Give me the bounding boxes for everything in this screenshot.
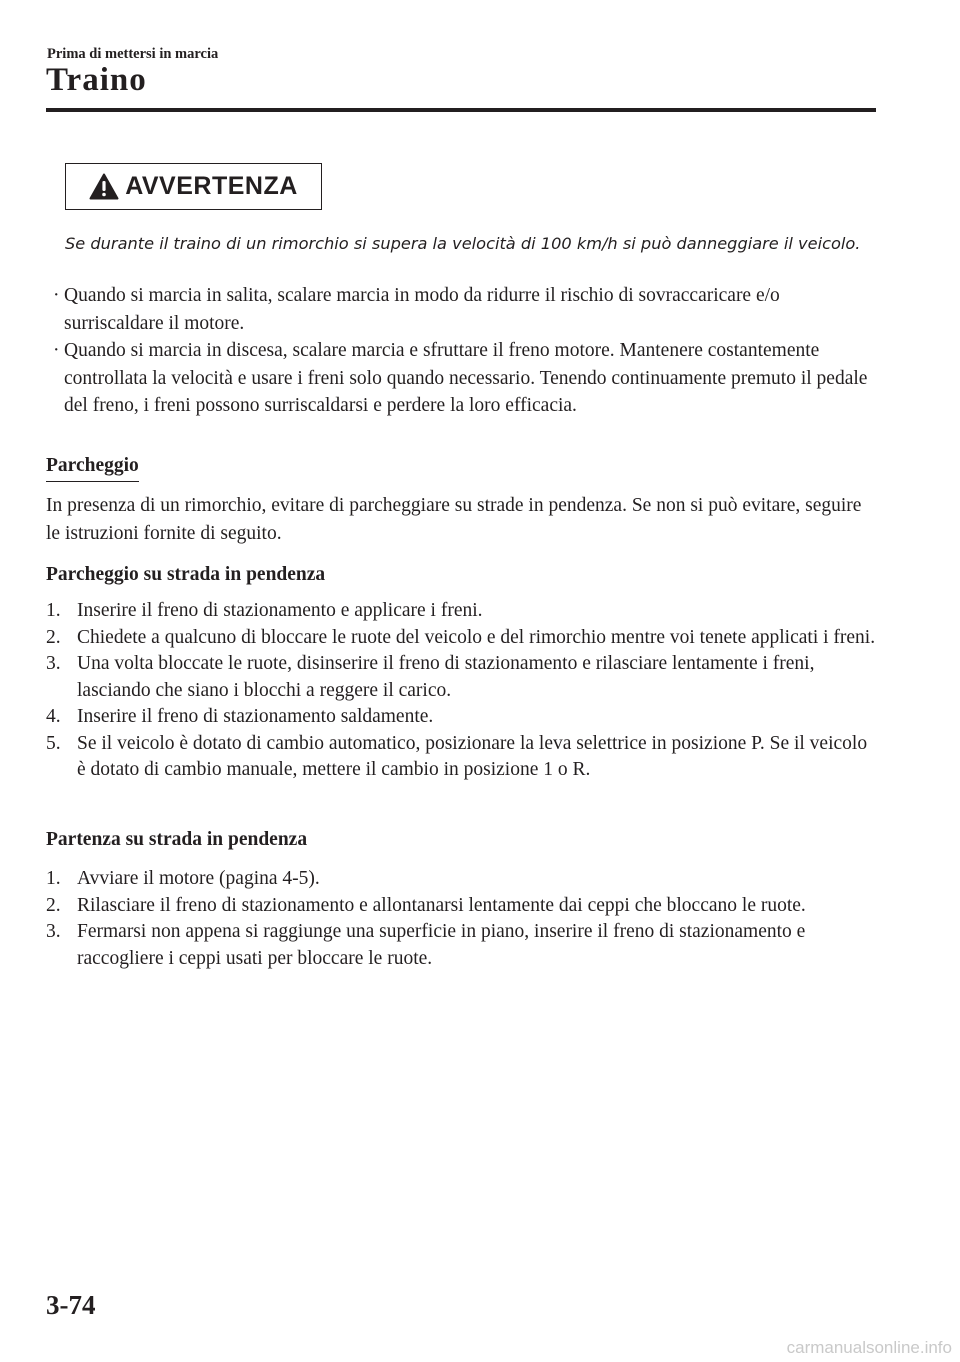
step-text: Una volta bloccate le ruote, disinserire il freno di stazionamento e rilasciare lentamente i freni, lasciando che siano i blocchi a reggere il carico. [77, 653, 815, 701]
title-divider [46, 108, 876, 112]
list-item [47, 282, 877, 337]
slope-parking-steps [46, 598, 876, 784]
slope-start-steps [46, 866, 876, 972]
warning-lead-text: Se durante il traino di un rimorchio si supera la velocità di 100 km/h si può danneggiare il veicolo. [65, 234, 861, 253]
step-number: 1. [46, 868, 61, 889]
warning-label: AVVERTENZA [125, 172, 298, 200]
section-label: Prima di mettersi in marcia [47, 46, 219, 62]
parking-intro: In presenza di un rimorchio, evitare di parcheggiare su strade in pendenza. Se non si può evitare, seguire le istruzioni fornite di seguito. [46, 495, 862, 544]
step-number: 2. [46, 894, 61, 916]
bullet-text: Quando si marcia in salita, scalare marcia in modo da ridurre il rischio di sovraccaricare e/o surriscaldare il motore. [64, 285, 780, 334]
step-number: 3. [46, 921, 61, 942]
list-item [46, 731, 876, 784]
bullet-dot-icon: · [53, 340, 60, 361]
step-text: Chiedete a qualcuno di bloccare le ruote del veicolo e del rimorchio mentre voi tenete applicati i freni. [77, 626, 876, 648]
step-number: 5. [46, 732, 61, 754]
step-text: Avviare il motore (pagina 4-5). [77, 868, 320, 889]
bullet-dot-icon: · [53, 285, 60, 306]
step-number: 4. [46, 706, 61, 727]
page-number: 3-74 [46, 1290, 96, 1320]
step-text: Rilasciare il freno di stazionamento e allontanarsi lentamente dai ceppi che bloccano le ruote. [77, 894, 806, 916]
slope-parking-heading: Parcheggio su strada in pendenza [46, 564, 326, 585]
step-text: Inserire il freno di stazionamento e applicare i freni. [77, 600, 483, 621]
step-text: Fermarsi non appena si raggiunge una superficie in piano, inserire il freno di stazionamento e raccogliere i ceppi usati per bloccare le ruote. [77, 921, 806, 969]
list-item [46, 704, 876, 731]
list-item [46, 598, 876, 625]
page-title: Traino [46, 62, 147, 98]
step-text: Se il veicolo è dotato di cambio automatico, posizionare la leva selettrice in posizione P. Se il veicolo è dotato di cambio manuale, mettere il cambio in posizione 1 o R. [77, 732, 868, 780]
warning-triangle-icon [89, 173, 119, 200]
list-item [46, 651, 876, 704]
list-item [46, 866, 876, 893]
list-item [46, 893, 876, 920]
list-item [47, 337, 877, 420]
list-item [46, 625, 876, 652]
warning-box [65, 163, 322, 210]
step-number: 2. [46, 626, 61, 648]
warning-bullet-list [47, 282, 877, 420]
step-number: 1. [46, 600, 61, 621]
step-number: 3. [46, 653, 61, 674]
slope-start-heading: Partenza su strada in pendenza [46, 829, 308, 850]
watermark: carmanualsonline.info [786, 1338, 952, 1357]
bullet-text: Quando si marcia in discesa, scalare marcia e sfruttare il freno motore. Mantenere costantemente controllata la velocità e usare i freni solo quando necessario. Tenendo continuamente premuto il pedale del freno, i freni possono surriscaldarsi e perdere la loro efficacia. [64, 340, 868, 416]
parking-heading: Parcheggio [46, 454, 139, 482]
step-text: Inserire il freno di stazionamento saldamente. [77, 706, 434, 727]
list-item [46, 919, 876, 972]
